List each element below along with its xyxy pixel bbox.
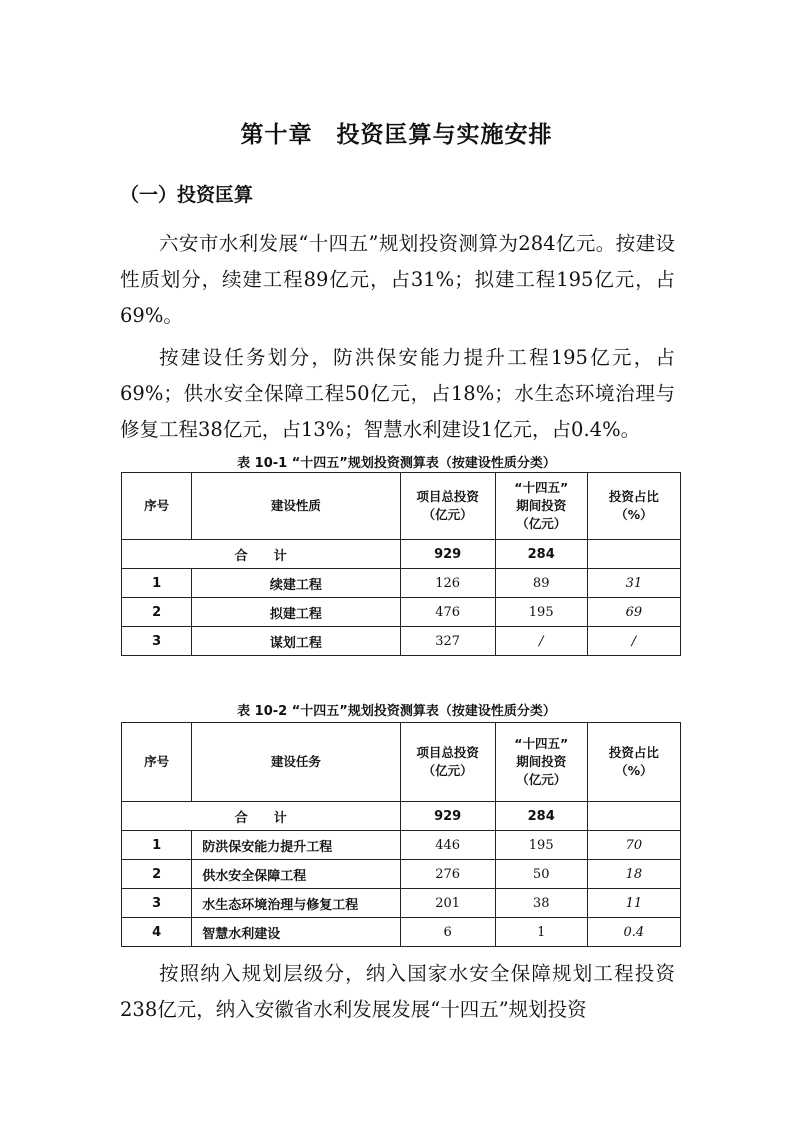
- table-row: [122, 627, 681, 656]
- header-category: 建设任务: [192, 723, 400, 802]
- row-name: 供水安全保障工程: [192, 860, 400, 889]
- header-index: 序号: [122, 473, 192, 540]
- paragraph-total-investment: 六安市水利发展“十四五”规划投资测算为284亿元。按建设性质划分，续建工程89亿元，占31%；拟建工程195亿元，占69%。: [120, 232, 675, 327]
- table-row: [122, 831, 681, 860]
- row-index: 1: [122, 831, 192, 860]
- row-period: 38: [495, 889, 587, 918]
- table-row: [122, 860, 681, 889]
- table-total-row: [122, 540, 681, 569]
- table1-caption: 表 10-1 “十四五”规划投资测算表（按建设性质分类）: [237, 456, 556, 471]
- header-period-investment: “十四五” 期间投资 （亿元）: [495, 473, 587, 540]
- row-total: 276: [400, 860, 495, 889]
- paragraph-by-plan-level: 按照纳入规划层级分，纳入国家水安全保障规划工程投资238亿元，纳入安徽省水利发展发展“十四五”规划投资: [120, 962, 675, 1021]
- table-by-construction-task: [121, 722, 681, 947]
- row-period: 1: [495, 918, 587, 947]
- section-heading: （一）投资匡算: [120, 184, 254, 206]
- total-investment: 929: [400, 802, 495, 831]
- total-label: 合 计: [122, 802, 401, 831]
- table-row: [122, 889, 681, 918]
- row-total: 446: [400, 831, 495, 860]
- table-row: [122, 569, 681, 598]
- row-index: 4: [122, 918, 192, 947]
- row-index: 2: [122, 860, 192, 889]
- header-period-investment: “十四五” 期间投资 （亿元）: [495, 723, 587, 802]
- paragraph-by-task: 按建设任务划分，防洪保安能力提升工程195亿元，占69%；供水安全保障工程50亿元，占18%；水生态环境治理与修复工程38亿元，占13%；智慧水利建设1亿元，占0.4%。: [120, 346, 675, 441]
- header-investment-share: 投资占比 （%）: [587, 473, 680, 540]
- row-total: 6: [400, 918, 495, 947]
- row-name: 防洪保安能力提升工程: [192, 831, 400, 860]
- table-by-construction-nature: [121, 472, 681, 656]
- row-period: 195: [495, 598, 587, 627]
- total-investment: 929: [400, 540, 495, 569]
- row-name: 水生态环境治理与修复工程: [192, 889, 400, 918]
- chapter-title: 第十章 投资匡算与实施安排: [240, 122, 553, 148]
- total-share: [587, 802, 680, 831]
- row-index: 3: [122, 889, 192, 918]
- total-label: 合 计: [122, 540, 401, 569]
- row-total: 201: [400, 889, 495, 918]
- table-total-row: [122, 802, 681, 831]
- total-share: [587, 540, 680, 569]
- row-share: 18: [587, 860, 680, 889]
- table2-caption: 表 10-2 “十四五”规划投资测算表（按建设性质分类）: [237, 704, 556, 719]
- row-share: 70: [587, 831, 680, 860]
- row-name: 拟建工程: [192, 598, 400, 627]
- header-category: 建设性质: [192, 473, 400, 540]
- row-index: 3: [122, 627, 192, 656]
- row-total: 327: [400, 627, 495, 656]
- row-period: 89: [495, 569, 587, 598]
- header-investment-share: 投资占比 （%）: [587, 723, 680, 802]
- header-index: 序号: [122, 723, 192, 802]
- row-period: 50: [495, 860, 587, 889]
- row-share: /: [587, 627, 680, 656]
- total-period-investment: 284: [495, 802, 587, 831]
- row-name: 谋划工程: [192, 627, 400, 656]
- row-share: 0.4: [587, 918, 680, 947]
- row-total: 476: [400, 598, 495, 627]
- row-share: 11: [587, 889, 680, 918]
- row-index: 2: [122, 598, 192, 627]
- header-total-investment: 项目总投资 （亿元）: [400, 723, 495, 802]
- row-period: /: [495, 627, 587, 656]
- header-total-investment: 项目总投资 （亿元）: [400, 473, 495, 540]
- table-row: [122, 598, 681, 627]
- total-period-investment: 284: [495, 540, 587, 569]
- row-name: 续建工程: [192, 569, 400, 598]
- table-row: [122, 918, 681, 947]
- table-header-row: [122, 723, 681, 802]
- row-index: 1: [122, 569, 192, 598]
- row-total: 126: [400, 569, 495, 598]
- table-header-row: [122, 473, 681, 540]
- row-name: 智慧水利建设: [192, 918, 400, 947]
- row-share: 69: [587, 598, 680, 627]
- row-share: 31: [587, 569, 680, 598]
- row-period: 195: [495, 831, 587, 860]
